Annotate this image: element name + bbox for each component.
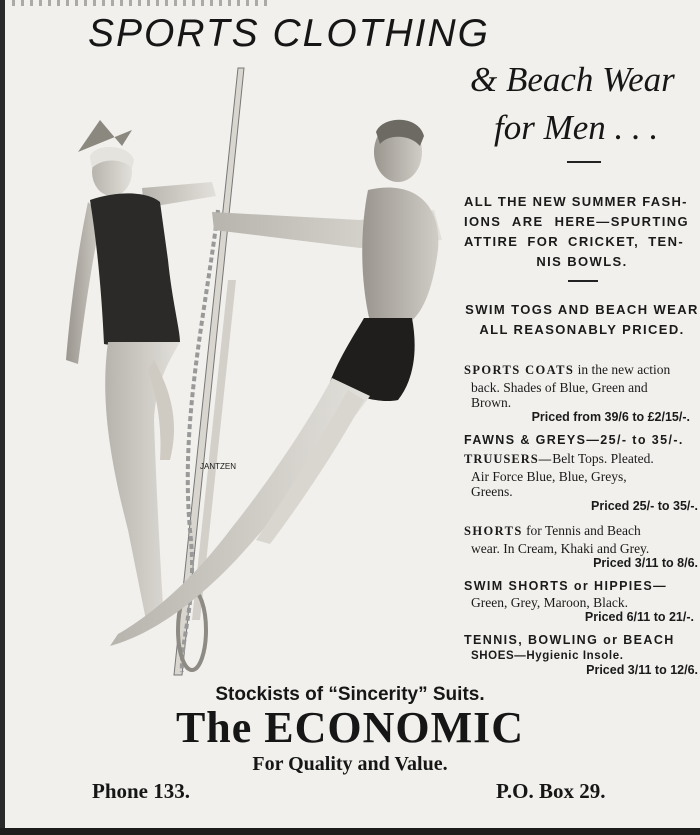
list-item: TRUUSERS—Belt Tops. Pleated. Air Force Blue, Blue, Greys, Greens. Priced 25/- to 35/-. bbox=[464, 451, 698, 513]
po-box: P.O. Box 29. bbox=[496, 779, 606, 803]
intro-text: ALL THE NEW SUMMER FASH- IONS ARE HERE—SPURTING ATTIRE FOR CRICKET, TEN- NIS BOWLS. bbox=[464, 194, 690, 269]
tagline: For Quality and Value. bbox=[252, 753, 448, 775]
list-item: SWIM SHORTS or HIPPIES— Green, Grey, Maroon, Black. Priced 6/11 to 21/-. bbox=[464, 579, 694, 624]
store-name: The ECONOMIC bbox=[175, 703, 525, 752]
list-item: SHORTS for Tennis and Beach wear. In Cream, Khaki and Grey. Priced 3/11 to 8/6. bbox=[464, 523, 698, 570]
print-specks bbox=[12, 0, 272, 6]
photo-caption: JANTZEN bbox=[200, 462, 236, 471]
list-item: TENNIS, BOWLING or BEACH SHOES—Hygienic Insole. Priced 3/11 to 12/6. bbox=[464, 633, 698, 677]
headline: SPORTS CLOTHING bbox=[88, 12, 491, 55]
subheadline-line-1: & Beach Wear bbox=[470, 60, 675, 99]
swimwear-models-photo bbox=[30, 60, 460, 680]
divider bbox=[567, 161, 601, 163]
phone-number: Phone 133. bbox=[92, 779, 191, 803]
list-item: FAWNS & GREYS—25/- to 35/-. bbox=[464, 433, 684, 447]
swim-togs-text: SWIM TOGS AND BEACH WEAR ALL REASONABLY PRICED. bbox=[465, 302, 699, 337]
bottom-border-rule bbox=[0, 828, 700, 835]
divider bbox=[568, 280, 598, 282]
price-list bbox=[464, 360, 698, 677]
stockists-line: Stockists of “Sincerity” Suits. bbox=[215, 684, 485, 705]
list-item: SPORTS COATS in the new action back. Shades of Blue, Green and Brown. Priced from 39/6 to £2/15/-. bbox=[464, 362, 690, 424]
subheadline-line-2: for Men . . . bbox=[494, 108, 659, 147]
